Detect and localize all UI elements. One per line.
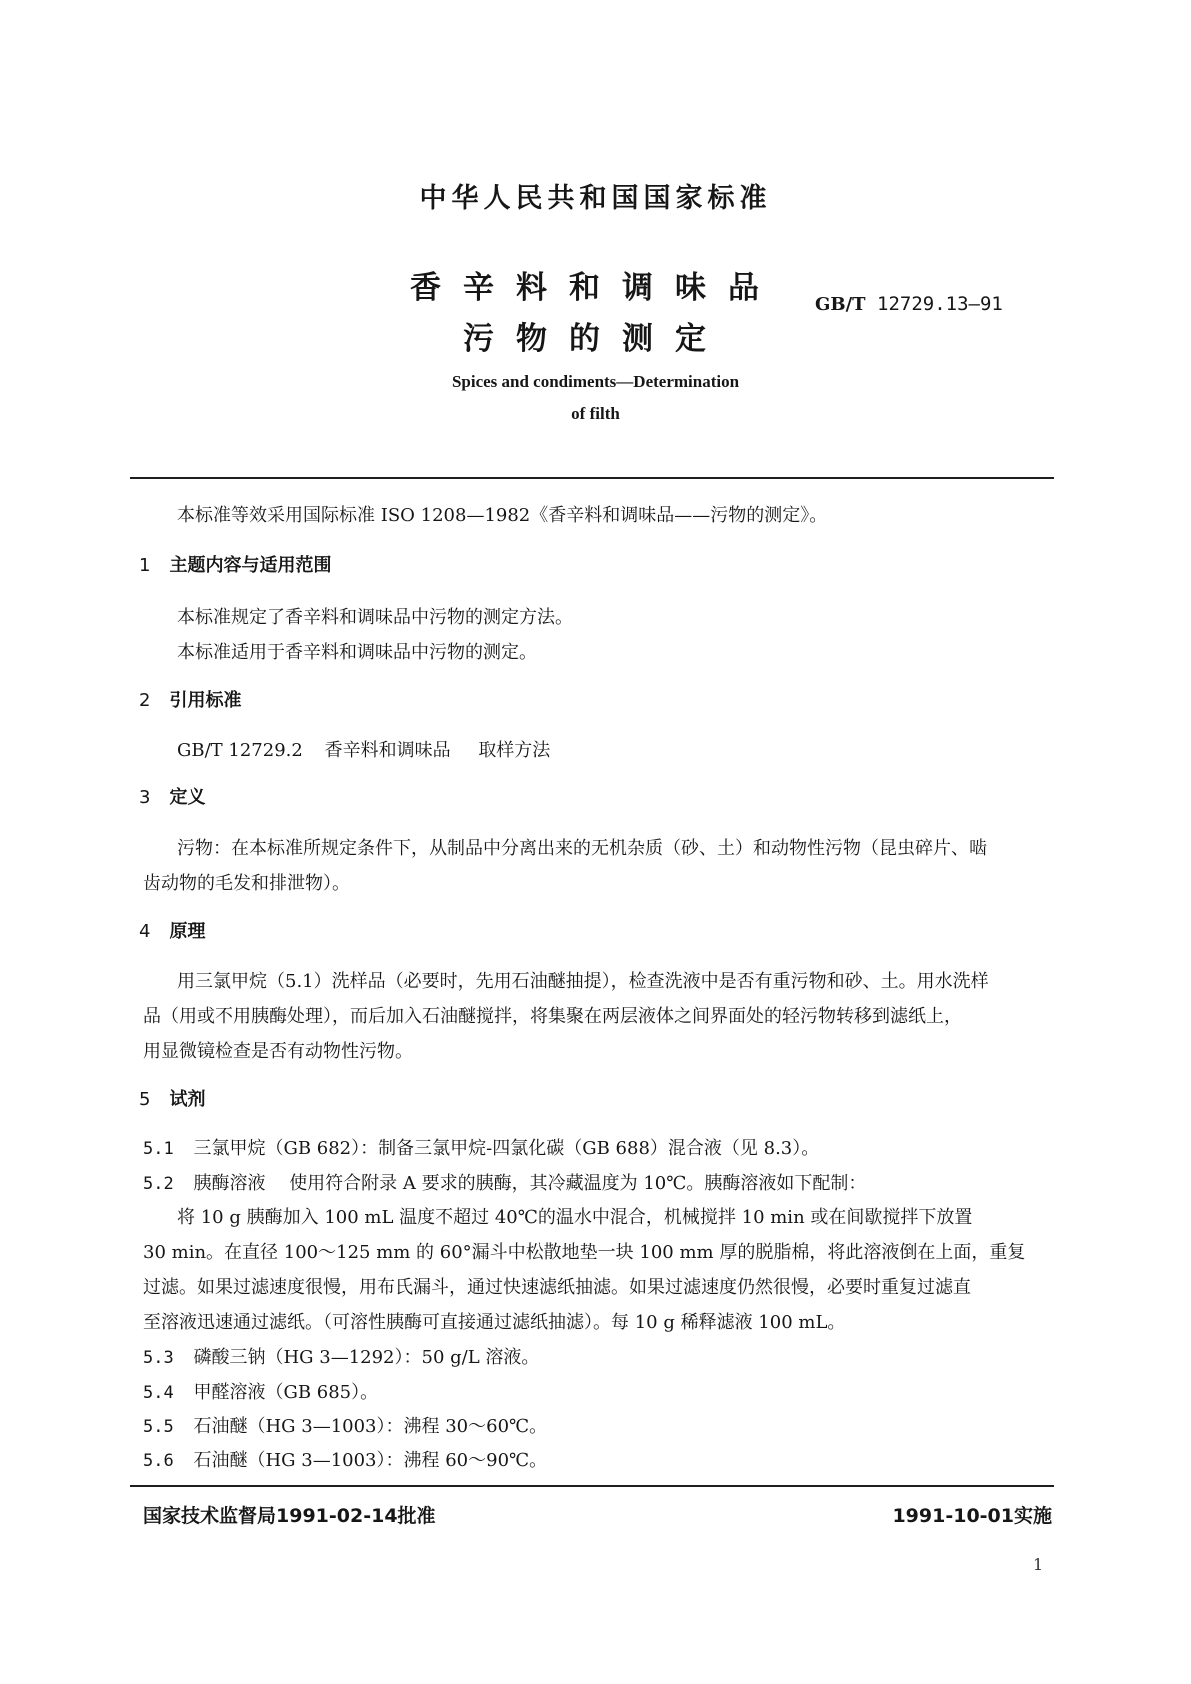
section-number: 1 [139, 555, 151, 576]
section-number: 5 [139, 1089, 151, 1110]
reagent-number: 5.5 [143, 1417, 174, 1437]
reagent-text: 磷酸三钠（HG 3—1292）：50 g/L 溶液。 [193, 1347, 540, 1368]
section-1-paragraph-1: 本标准规定了香辛料和调味品中污物的测定方法。 [177, 607, 573, 628]
reagent-number: 5.4 [143, 1383, 174, 1403]
section-number: 3 [139, 787, 151, 808]
reagent-number: 5.3 [143, 1348, 174, 1368]
reagent-5-5 [143, 1410, 1053, 1444]
english-title-line-2: of filth [571, 404, 620, 423]
reagent-5-1 [143, 1132, 1053, 1166]
pancreatin-prep-line-4: 至溶液迅速通过滤纸。（可溶性胰酶可直接通过滤纸抽滤）。每 10 g 稀释滤液 100 mL。 [143, 1312, 846, 1333]
reagent-text: 使用符合附录 A 要求的胰酶，其冷藏温度为 10℃。胰酶溶液如下配制： [289, 1173, 867, 1194]
section-2-heading [139, 686, 242, 712]
reagent-label: 胰酶溶液 [193, 1173, 266, 1194]
referenced-standard-title: 香辛料和调味品 [324, 740, 451, 761]
effective-date: 1991-10-01实施 [892, 1505, 1052, 1527]
principle-line-3: 用显微镜检查是否有动物性污物。 [143, 1041, 413, 1062]
section-number: 2 [139, 690, 151, 711]
document-title-line-2: 污物的测定 [463, 321, 728, 357]
english-title-line-1: Spices and condiments—Determination [451, 372, 740, 391]
definition-line-2: 齿动物的毛发和排泄物）。 [143, 873, 350, 894]
section-title: 定义 [169, 787, 206, 808]
page-number: 1 [1033, 1555, 1044, 1574]
standard-prefix: GB/T [815, 294, 866, 315]
section-1-heading [139, 551, 332, 577]
standard-number [815, 293, 1003, 315]
section-1-paragraph-2: 本标准适用于香辛料和调味品中污物的测定。 [177, 642, 537, 663]
pancreatin-prep-line-3: 过滤。如果过滤速度很慢，用布氏漏斗，通过快速滤纸抽滤。如果过滤速度仍然很慢，必要时重复过滤直 [143, 1277, 971, 1298]
reagent-5-6 [143, 1444, 1053, 1478]
definition-line-1: 污物：在本标准所规定条件下，从制品中分离出来的无机杂质（砂、土）和动物性污物（昆虫碎片、啮 [177, 838, 987, 859]
reagent-5-4 [143, 1376, 1053, 1410]
pancreatin-prep-line-2: 30 min。在直径 100～125 mm 的 60°漏斗中松散地垫一块 100 mm 厚的脱脂棉，将此溶液倒在上面，重复 [143, 1242, 1026, 1263]
principle-line-1: 用三氯甲烷（5.1）洗样品（必要时，先用石油醚抽提），检查洗液中是否有重污物和砂、土。用水洗样 [177, 971, 989, 992]
section-title: 原理 [169, 921, 206, 942]
reagent-number: 5.2 [143, 1174, 174, 1194]
reagent-number: 5.1 [143, 1139, 174, 1159]
reagent-number: 5.6 [143, 1451, 174, 1471]
header-divider [130, 477, 1054, 479]
section-5-heading [139, 1085, 206, 1111]
section-number: 4 [139, 921, 151, 942]
pancreatin-prep-line-1: 将 10 g 胰酶加入 100 mL 温度不超过 40℃的温水中混合，机械搅拌 10 min 或在间歇搅拌下放置 [177, 1207, 973, 1228]
section-4-heading [139, 917, 206, 943]
footer-divider [130, 1485, 1054, 1487]
referenced-standard-code: GB/T 12729.2 [177, 740, 303, 761]
section-3-heading [139, 783, 206, 809]
reagent-5-3 [143, 1341, 1053, 1375]
national-standard-heading: 中华人民共和国国家标准 [419, 183, 772, 214]
reagent-text: 三氯甲烷（GB 682）：制备三氯甲烷-四氯化碳（GB 688）混合液（见 8.3）。 [193, 1138, 820, 1159]
reagent-text: 石油醚（HG 3—1003）：沸程 30～60℃。 [193, 1416, 548, 1437]
reagent-text: 甲醛溶液（GB 685）。 [193, 1382, 379, 1403]
standard-code: 12729.13—91 [877, 293, 1003, 315]
section-title: 引用标准 [169, 690, 242, 711]
section-title: 试剂 [169, 1089, 206, 1110]
referenced-standard [177, 734, 1052, 768]
reagent-text: 石油醚（HG 3—1003）：沸程 60～90℃。 [193, 1450, 548, 1471]
document-title-line-1: 香辛料和调味品 [410, 270, 781, 306]
principle-line-2: 品（用或不用胰酶处理），而后加入石油醚搅拌，将集聚在两层液体之间界面处的轻污物转移到滤纸上， [143, 1006, 962, 1027]
referenced-standard-subtitle: 取样方法 [478, 740, 551, 761]
intro-paragraph: 本标准等效采用国际标准 ISO 1208—1982《香辛料和调味品——污物的测定》。 [177, 505, 828, 526]
section-title: 主题内容与适用范围 [169, 555, 332, 576]
reagent-5-2 [143, 1167, 1053, 1201]
approval-date: 国家技术监督局1991-02-14批准 [143, 1505, 436, 1527]
